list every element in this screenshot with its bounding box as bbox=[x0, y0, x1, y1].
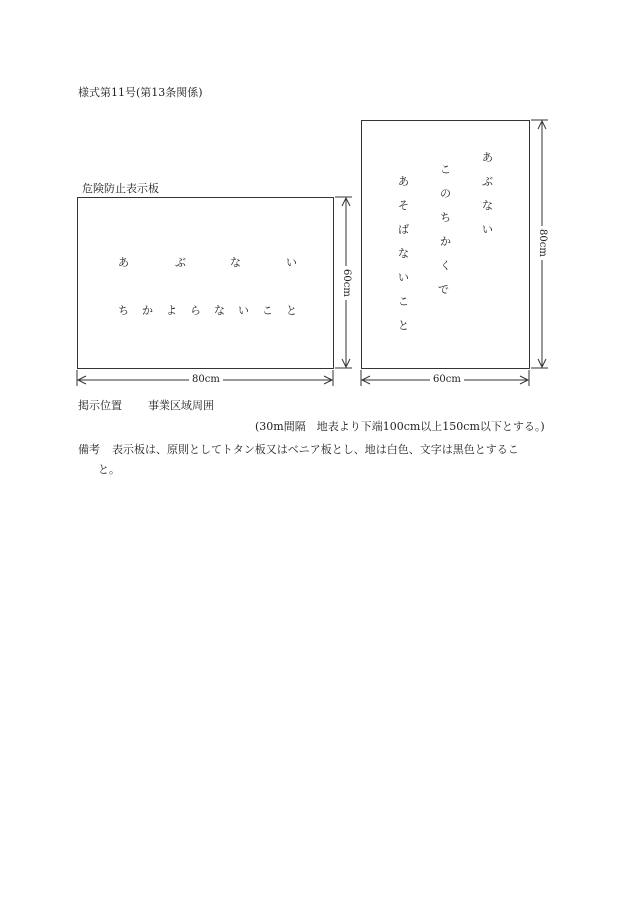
sign-char: そ bbox=[398, 199, 409, 212]
sign-char: い bbox=[482, 223, 493, 236]
sign-char: と bbox=[398, 319, 409, 332]
sign-char: ぶ bbox=[482, 175, 493, 188]
sign-char: な bbox=[214, 304, 225, 317]
location-value: 事業区域周囲 bbox=[148, 399, 214, 412]
sign-char: く bbox=[440, 259, 451, 272]
sign-char: あ bbox=[482, 151, 493, 164]
sign-char: の bbox=[440, 187, 451, 200]
sign-char: ば bbox=[398, 223, 409, 236]
vertical-sign-height-label: 80cm bbox=[536, 226, 548, 260]
sign-char: な bbox=[482, 199, 493, 212]
sign-char: い bbox=[286, 256, 297, 269]
sign-char: ぶ bbox=[175, 256, 186, 269]
sign-char: い bbox=[238, 304, 249, 317]
sign-char: な bbox=[398, 247, 409, 260]
sign-char: こ bbox=[440, 163, 451, 176]
form-title: 様式第11号(第13条関係) bbox=[78, 86, 203, 99]
sign-char: か bbox=[142, 304, 153, 317]
sign-char: な bbox=[230, 256, 241, 269]
remarks-label: 備考 bbox=[78, 443, 100, 456]
sign-char: こ bbox=[262, 304, 273, 317]
sign-char: と bbox=[286, 304, 297, 317]
sign-char: あ bbox=[118, 256, 129, 269]
remarks-text-continued: と。 bbox=[98, 463, 120, 476]
sign-label: 危険防止表示板 bbox=[82, 182, 159, 195]
sign-char: ち bbox=[118, 304, 129, 317]
location-label: 掲示位置 bbox=[78, 399, 122, 412]
sign-char: い bbox=[398, 271, 409, 284]
horizontal-sign-width-label: 80cm bbox=[189, 374, 223, 386]
sign-char: こ bbox=[398, 295, 409, 308]
sign-char: か bbox=[440, 235, 451, 248]
horizontal-sign-height-label: 60cm bbox=[340, 266, 352, 300]
remarks-text: 表示板は、原則としてトタン板又はベニア板とし、地は白色、文字は黒色とするこ bbox=[112, 443, 519, 456]
sign-char: で bbox=[438, 283, 449, 296]
sign-char: ら bbox=[190, 304, 201, 317]
sign-char: ち bbox=[440, 211, 451, 224]
sign-char: よ bbox=[166, 304, 177, 317]
sign-char: あ bbox=[398, 175, 409, 188]
spacing-note: (30m間隔 地表より下端100cm以上150cm以下とする。) bbox=[255, 420, 545, 433]
vertical-sign-width-label: 60cm bbox=[430, 374, 464, 386]
